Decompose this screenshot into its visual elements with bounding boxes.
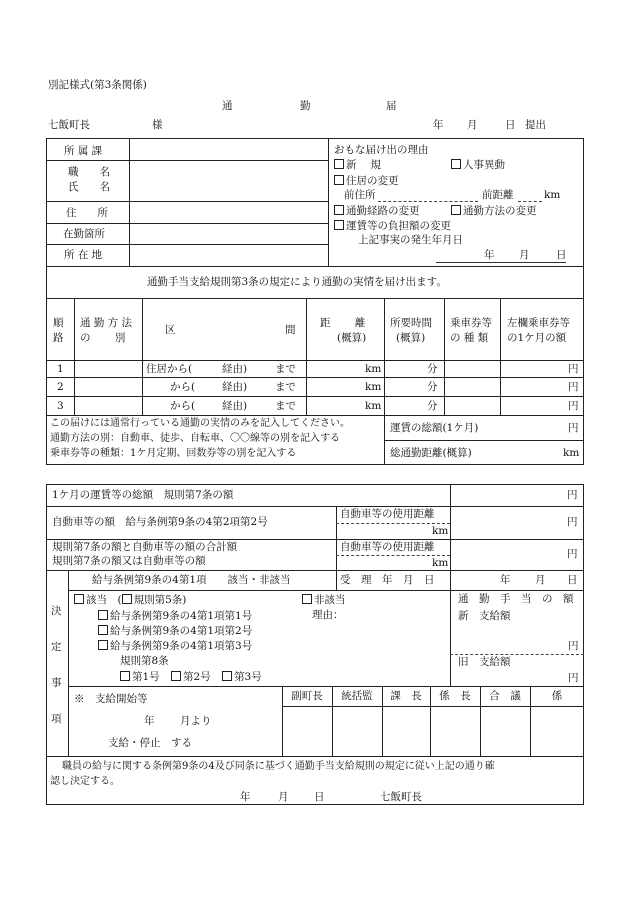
row2-from: から( — [170, 381, 196, 393]
new-amount-label: 新 支給額 — [458, 610, 511, 622]
occurrence-month: 月 — [519, 249, 530, 261]
occurrence-year: 年 — [484, 249, 495, 261]
pay-stop-label: 支給・停止 する — [108, 737, 192, 749]
total-distance-label: 総通勤距離(概算) — [390, 447, 472, 459]
new-amount-yen: 円 — [568, 640, 579, 652]
amount-row3-km: km — [432, 557, 449, 569]
submit-year: 年 — [433, 119, 444, 131]
total-distance-unit: km — [563, 447, 580, 459]
row3-from: から( — [170, 400, 196, 412]
total-fare-unit: 円 — [568, 422, 579, 434]
rule8-label: 規則第8条 — [120, 655, 169, 667]
row1-to: まで — [275, 363, 296, 375]
allowance-label: 通 勤 手 当 の 額 — [458, 593, 574, 605]
label-workplace: 在勤箇所 — [63, 228, 105, 240]
occurrence-label: 上記事実の発生年月日 — [358, 234, 463, 246]
stamp-box-consultation[interactable] — [481, 707, 529, 755]
footer-text-1: 職員の給与に関する条例第9条の4及び同条に基づく通勤手当支給規則の規定に従い上記の通り確 — [62, 761, 495, 772]
dept-field[interactable] — [130, 139, 327, 160]
row3-yen: 円 — [568, 400, 579, 412]
prev-distance-unit: km — [544, 189, 561, 201]
header-monthly-1: 左欄乗車券等 — [507, 317, 570, 329]
stamp-label-deputy-mayor: 副町長 — [291, 690, 323, 702]
amount-row2-yen: 円 — [567, 516, 578, 528]
rule8-item3-checkbox[interactable] — [222, 671, 232, 681]
header-section-1: 区 — [165, 324, 176, 336]
rule8-item2: 第2号 — [183, 671, 211, 683]
header-monthly-2: の1ケ月の額 — [507, 332, 567, 344]
stamp-box-section-chief[interactable] — [383, 707, 429, 755]
stamp-box-staff[interactable] — [531, 707, 583, 755]
stamp-label-staff: 係 — [551, 690, 563, 702]
side-char-2: 定 — [51, 641, 62, 653]
row2-min: 分 — [427, 381, 438, 393]
prev-distance-label: 前距離 — [482, 189, 514, 201]
amount-row2-km: km — [432, 525, 449, 537]
transfer-checkbox[interactable] — [451, 159, 461, 169]
row3-no: 3 — [57, 400, 64, 412]
submit-month: 月 — [467, 119, 478, 131]
method-change-checkbox[interactable] — [451, 205, 461, 215]
reason-new: 新 規 — [346, 159, 381, 171]
not-applicable-label: 非該当 — [314, 594, 346, 606]
row1-no: 1 — [57, 363, 64, 375]
reasons-heading: おもな届け出の理由 — [334, 144, 429, 156]
footer-text-2: 認し決定する。 — [50, 776, 120, 787]
received-label: 受 理 年 月 日 — [340, 574, 435, 586]
rule8-item1: 第1号 — [132, 671, 160, 683]
stamp-label-supervisor: 統括監 — [341, 690, 373, 702]
total-fare-label: 運賃の総額(1ケ月) — [390, 422, 479, 434]
row3-min: 分 — [427, 400, 438, 412]
header-method-1: 通 勤 方 法 — [80, 317, 133, 329]
amount-row1-yen: 円 — [567, 489, 578, 501]
received-year: 年 — [500, 574, 511, 586]
reason-fare-change: 運賃等の負担額の変更 — [346, 220, 451, 232]
side-char-4: 項 — [51, 713, 62, 725]
item1-label: 給与条例第9条の4第1項第1号 — [110, 610, 253, 622]
old-amount-label: 旧 支給額 — [458, 656, 511, 668]
row1-min: 分 — [427, 363, 438, 375]
label-name: 氏 名 — [68, 181, 110, 193]
footer-month: 月 — [278, 791, 289, 803]
received-day: 日 — [567, 574, 578, 586]
item3-label: 給与条例第9条の4第1項第3号 — [110, 640, 253, 652]
amount-row3-label-b: 規則第7条の額又は自動車等の額 — [52, 555, 206, 567]
form-reference: 別記様式(第3条関係) — [48, 79, 147, 91]
address-field[interactable] — [130, 202, 327, 222]
item1-checkbox[interactable] — [98, 610, 108, 620]
header-distance-2: (概算) — [337, 332, 367, 344]
amount-row2-distance: 自動車等の使用距離 — [340, 508, 435, 520]
rule5-checkbox[interactable] — [122, 594, 132, 604]
row2-no: 2 — [57, 381, 64, 393]
header-section-2: 間 — [285, 324, 296, 336]
row2-km: km — [365, 381, 382, 393]
row1-km: km — [365, 363, 382, 375]
side-char-3: 事 — [51, 677, 62, 689]
applicable-label: 該当 ( — [86, 594, 122, 606]
row1-from: 住居から( — [146, 363, 193, 375]
received-month: 月 — [535, 574, 546, 586]
stamp-label-consultation: 合 議 — [489, 690, 521, 702]
header-distance-1: 距 離 — [320, 317, 366, 329]
row2-to: まで — [275, 381, 296, 393]
label-address: 住 所 — [66, 207, 108, 219]
row2-yen: 円 — [568, 381, 579, 393]
name-field[interactable] — [130, 161, 327, 200]
rule5-label: 規則第5条) — [133, 594, 187, 606]
old-amount-yen: 円 — [568, 672, 579, 684]
item2-checkbox[interactable] — [98, 625, 108, 635]
title-char-3: 届 — [386, 100, 397, 112]
header-time-1: 所要時間 — [390, 317, 432, 329]
rule8-item2-checkbox[interactable] — [171, 671, 181, 681]
applicable-checkbox[interactable] — [74, 594, 84, 604]
stamp-label-sub-chief: 係 長 — [439, 690, 471, 702]
location-field[interactable] — [130, 245, 327, 265]
reason-transfer: 人事異動 — [463, 159, 505, 171]
submit-day: 日 — [505, 119, 516, 131]
row1-yen: 円 — [568, 363, 579, 375]
item2-label: 給与条例第9条の4第1項第2号 — [110, 625, 253, 637]
note-2: 通勤方法の別：自動車、徒歩、自転車、〇〇線等の別を記入する — [50, 433, 340, 444]
fare-change-checkbox[interactable] — [334, 220, 344, 230]
start-month: 月より — [180, 715, 212, 727]
footer-year: 年 — [240, 791, 251, 803]
label-location: 所 在 地 — [64, 249, 103, 261]
amount-row1-label: 1ケ月の運賃等の総額 規則第7条の額 — [52, 489, 234, 501]
address-change-checkbox[interactable] — [334, 175, 344, 185]
note-3: 乗車券等の種類：1ケ月定期、回数券等の別を記入する — [50, 448, 297, 459]
side-char-1: 決 — [51, 605, 62, 617]
stamp-box-deputy-mayor[interactable] — [283, 707, 331, 755]
reason-route-change: 通勤経路の変更 — [346, 205, 420, 217]
start-mark: ※ 支給開始等 — [74, 693, 148, 705]
row1-via: 経由) — [222, 363, 248, 375]
declaration-text: 通勤手当支給規則第3条の規定により通勤の実情を届け出ます。 — [147, 276, 447, 288]
title-char-2: 勤 — [300, 100, 311, 112]
rule8-item1-checkbox[interactable] — [120, 671, 130, 681]
row2-via: 経由) — [222, 381, 248, 393]
footer-mayor: 七飯町長 — [380, 791, 422, 803]
criteria-label: 給与条例第9条の4第1項 該当・非該当 — [92, 574, 291, 586]
reason-address-change: 住居の変更 — [346, 175, 399, 187]
row3-via: 経由) — [222, 400, 248, 412]
route-change-checkbox[interactable] — [334, 205, 344, 215]
label-position: 職 名 — [68, 166, 110, 178]
row3-km: km — [365, 400, 382, 412]
amount-row3-yen: 円 — [567, 548, 578, 560]
footer-day: 日 — [314, 791, 325, 803]
stamp-label-section-chief: 課 長 — [390, 690, 422, 702]
label-dept: 所 属 課 — [64, 145, 103, 157]
stamp-box-sub-chief[interactable] — [431, 707, 479, 755]
header-time-2: (概算) — [396, 332, 426, 344]
reason-label: 理由： — [312, 609, 344, 621]
submit-label: 提出 — [525, 119, 546, 131]
item3-checkbox[interactable] — [98, 640, 108, 650]
header-ticket-1: 乗車券等 — [450, 317, 492, 329]
reason-method-change: 通勤方法の変更 — [463, 205, 537, 217]
amount-row3-label-a: 規則第7条の額と自動車等の額の合計額 — [52, 541, 238, 553]
stamp-box-supervisor[interactable] — [333, 707, 381, 755]
amount-row2-label: 自動車等の額 給与条例第9条の4第2項第2号 — [52, 516, 268, 528]
rule8-item3: 第3号 — [234, 671, 262, 683]
amount-row3-distance: 自動車等の使用距離 — [340, 541, 435, 553]
addressee: 七飯町長 — [48, 119, 90, 131]
start-year: 年 — [144, 715, 155, 727]
occurrence-day: 日 — [556, 249, 567, 261]
title-char-1: 通 — [222, 100, 233, 112]
note-1: この届けには通常行っている通勤の実情のみを記入してください。 — [50, 418, 350, 429]
honorific: 様 — [152, 119, 163, 131]
row3-to: まで — [275, 400, 296, 412]
workplace-field[interactable] — [130, 224, 327, 244]
header-order-1: 順 — [53, 317, 64, 329]
header-order-2: 路 — [53, 332, 64, 344]
prev-address-label: 前住所 — [344, 189, 376, 201]
header-method-2: の 別 — [80, 332, 126, 344]
new-checkbox[interactable] — [334, 159, 344, 169]
header-ticket-2: の 種 類 — [450, 332, 489, 344]
not-applicable-checkbox[interactable] — [302, 594, 312, 604]
